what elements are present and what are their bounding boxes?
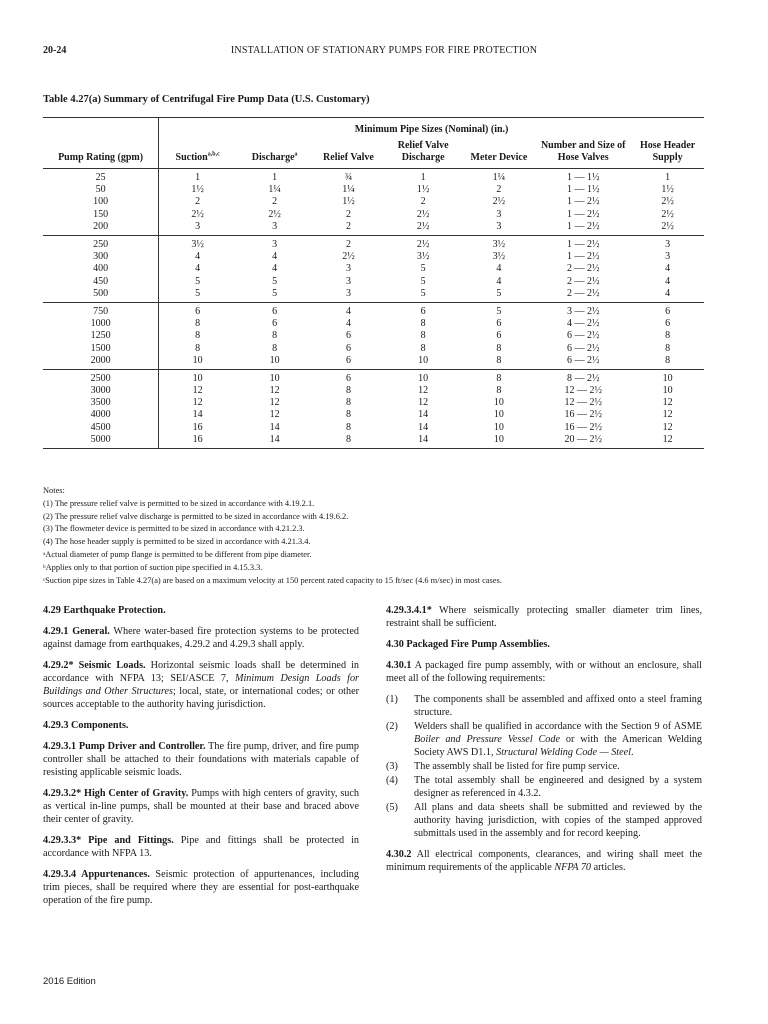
cell-hose-valves: 1 — 1½ [566, 172, 600, 184]
cell-discharge: 2½ [268, 208, 281, 220]
cell-discharge: 3 [272, 239, 278, 251]
cell-rating: 4000 [43, 409, 159, 421]
cell-rating: 150 [43, 209, 159, 221]
col-header-hose-header-supply: Hose Header Supply [631, 140, 704, 169]
note-line: (2) The pressure relief valve discharge is permitted to be sized in accordance with 4.19.6.2. [43, 511, 349, 521]
list-item: (2) Welders shall be qualified in accordance with the Section 9 of ASME Boiler and Pressure Vessel Code or with the American Welding Society AWS D1.1, Structural Welding Code — Steel. [386, 721, 702, 758]
cell-suction: 12 [192, 385, 203, 397]
cell-relief-valve: 4 [345, 305, 351, 317]
cell-discharge: 6 [272, 305, 278, 317]
cell-hose-valves: 1 — 2½ [535, 221, 631, 236]
cell-discharge: 6 [272, 318, 278, 330]
cell-relief-valve: 8 [345, 397, 351, 409]
list-item: (4) The total assembly shall be engineered and designed by a system designer as referenced in 4.3.2. [386, 775, 702, 799]
cell-relief-valve-discharge: 2½ [416, 239, 430, 251]
cell-meter-device: 1¼ [492, 172, 506, 184]
cell-hose-valves: 1 — 1½ [566, 184, 600, 196]
paragraph-4-29-3-3: 4.29.3.3* Pipe and Fittings. Pipe and fittings shall be protected in accordance with NFPA 13. [43, 835, 360, 859]
paragraph-4-30-2: 4.30.2 All electrical components, clearances, and wiring shall meet the minimum requirements of the applicable NFPA 70 articles. [386, 849, 702, 873]
cell-meter-device: 5 [496, 305, 502, 317]
cell-rating: 3500 [43, 397, 159, 409]
cell-hose-header-supply: 8 [665, 342, 671, 354]
cell-rating: 100 [43, 196, 159, 208]
cell-suction: 16 [159, 434, 237, 449]
cell-relief-valve-discharge: 8 [420, 330, 426, 342]
cell-hose-header-supply: 12 [662, 397, 673, 409]
cell-suction: 8 [195, 342, 201, 354]
cell-meter-device: 10 [493, 409, 504, 421]
cell-hose-valves: 20 — 2½ [535, 434, 631, 449]
pump-data-table [43, 117, 704, 449]
cell-hose-header-supply: 12 [662, 421, 673, 433]
cell-relief-valve-discharge: 8 [420, 342, 426, 354]
table-row [43, 342, 704, 354]
list-item: (3) The assembly shall be listed for fire pump service. [386, 761, 620, 772]
cell-hose-valves: 1 — 2½ [566, 208, 600, 220]
cell-discharge: 3 [236, 221, 313, 236]
table-row [43, 184, 704, 196]
note-line: ᵇApplies only to that portion of suction pipe specified in 4.15.3.3. [43, 562, 263, 572]
cell-hose-valves: 3 — 2½ [566, 305, 600, 317]
cell-discharge: 14 [236, 434, 313, 449]
table-caption: Table 4.27(a) Summary of Centrifugal Fire Pump Data (U.S. Customary) [43, 94, 370, 105]
cell-meter-device: 6 [496, 318, 502, 330]
cell-suction: 8 [195, 318, 201, 330]
cell-hose-header-supply: 4 [665, 275, 671, 287]
cell-rating: 2000 [43, 355, 159, 370]
cell-suction: 16 [192, 421, 203, 433]
table-row [43, 409, 704, 421]
cell-relief-valve: 4 [345, 318, 351, 330]
cell-hose-header-supply: 10 [662, 372, 673, 384]
body-column-left [43, 604, 359, 915]
cell-discharge: 4 [272, 251, 278, 263]
cell-hose-header-supply: 1½ [661, 184, 674, 196]
table-row [43, 318, 704, 330]
cell-meter-device: 10 [463, 434, 536, 449]
cell-rating: 1250 [43, 330, 159, 342]
cell-relief-valve-discharge: 8 [420, 318, 426, 330]
cell-discharge: 1¼ [268, 184, 281, 196]
cell-rating: 2500 [43, 369, 159, 385]
col-header-meter-device: Meter Device [463, 140, 536, 169]
cell-hose-header-supply: 1 [665, 172, 671, 184]
table-row [43, 196, 704, 208]
cell-suction: 8 [195, 330, 201, 342]
cell-relief-valve: 8 [345, 385, 351, 397]
cell-hose-header-supply: 6 [665, 318, 671, 330]
cell-relief-valve-discharge: 2½ [416, 208, 430, 220]
cell-relief-valve-discharge: 3½ [416, 251, 430, 263]
cell-relief-valve-discharge: 10 [384, 355, 463, 370]
table-row [43, 276, 704, 288]
cell-hose-header-supply: 2½ [661, 196, 674, 208]
table-row [43, 169, 704, 185]
cell-hose-valves: 6 — 2½ [566, 330, 600, 342]
cell-relief-valve-discharge: 1½ [416, 184, 430, 196]
note-line: (4) The hose header supply is permitted to be sized in accordance with 4.21.3.4. [43, 537, 311, 547]
cell-suction: 14 [192, 409, 203, 421]
table-row [43, 397, 704, 409]
section-heading-4-30: 4.30 Packaged Fire Pump Assemblies. [386, 639, 550, 650]
cell-relief-valve: 3 [345, 275, 351, 287]
cell-hose-header-supply: 8 [631, 355, 704, 370]
cell-discharge: 12 [269, 409, 280, 421]
cell-meter-device: 10 [493, 421, 504, 433]
cell-hose-header-supply: 3 [665, 239, 671, 251]
col-header-rating: Pump Rating (gpm) [43, 140, 159, 169]
running-title: INSTALLATION OF STATIONARY PUMPS FOR FIRE PROTECTION [230, 45, 538, 56]
cell-meter-device: 5 [463, 288, 536, 303]
cell-hose-valves: 2 — 2½ [566, 263, 600, 275]
cell-hose-header-supply: 2½ [631, 221, 704, 236]
col-header-relief-valve: Relief Valve [313, 140, 384, 169]
cell-hose-valves: 2 — 2½ [566, 275, 600, 287]
cell-rating: 400 [43, 263, 159, 275]
cell-relief-valve: 8 [313, 434, 384, 449]
paragraph-4-30-1: 4.30.1 A packaged fire pump assembly, with or without an enclosure, shall meet all of the following requirements: [386, 660, 702, 684]
paragraph-4-29-2: 4.29.2* Seismic Loads. Horizontal seismic loads shall be determined in accordance with NFPA 13; SEI/ASCE 7, Minimum Design Loads for Buildings and Other Structures; local, state, or international codes; or other sources acceptable to the authority having jurisdiction. [43, 660, 359, 710]
cell-relief-valve: 6 [345, 330, 351, 342]
cell-hose-header-supply: 8 [665, 330, 671, 342]
page-number: 20-24 [43, 45, 67, 56]
cell-discharge: 8 [272, 330, 278, 342]
cell-rating: 500 [43, 288, 159, 303]
cell-relief-valve-discharge: 14 [384, 434, 463, 449]
cell-relief-valve-discharge: 12 [418, 397, 429, 409]
cell-relief-valve: 3 [345, 263, 351, 275]
cell-suction: 10 [192, 372, 203, 384]
table-row [43, 302, 704, 318]
cell-relief-valve: ¾ [344, 172, 353, 184]
table-row [43, 221, 704, 236]
note-line: (1) The pressure relief valve is permitted to be sized in accordance with 4.19.2.1. [43, 498, 315, 508]
body-column-right [386, 604, 702, 882]
cell-hose-valves: 6 — 2½ [566, 342, 600, 354]
paragraph-4-29-3-2: 4.29.3.2* High Center of Gravity. Pumps with high centers of gravity, such as vertical in-line pumps, shall be mounted at their base and braced above their center of gravity. [43, 788, 360, 825]
cell-suction: 5 [195, 275, 201, 287]
cell-rating: 750 [43, 302, 159, 318]
table-row [43, 434, 704, 449]
cell-suction: 2½ [191, 208, 204, 220]
cell-hose-valves: 1 — 2½ [566, 239, 600, 251]
cell-rating: 200 [43, 221, 159, 236]
cell-suction: 3 [159, 221, 237, 236]
cell-relief-valve: 1¼ [342, 184, 355, 196]
paragraph-4-29-3-4: 4.29.3.4 Appurtenances. Seismic protection of appurtenances, including trim pieces, shall be required where they are essential for post-earthquake operation of the fire pump. [43, 869, 359, 906]
cell-relief-valve-discharge: 14 [418, 409, 429, 421]
col-header-relief-valve-discharge: Relief Valve Discharge [384, 140, 463, 169]
cell-suction: 4 [195, 263, 201, 275]
note-line: Notes: [43, 486, 65, 495]
cell-hose-header-supply: 4 [631, 288, 704, 303]
list-item: (5) All plans and data sheets shall be submitted and reviewed by the authority having jurisdiction, with copies of the stamped approved submittals used in the assembly and for record keeping. [386, 802, 702, 839]
cell-relief-valve-discharge: 14 [418, 421, 429, 433]
cell-rating: 3000 [43, 385, 159, 397]
col-header-discharge: Discharge$^a$ [236, 140, 313, 169]
section-heading-4-29: 4.29 Earthquake Protection. [43, 605, 166, 616]
cell-meter-device: 2 [496, 184, 502, 196]
table-row [43, 235, 704, 251]
cell-discharge: 8 [272, 342, 278, 354]
cell-relief-valve: 2 [345, 208, 351, 220]
cell-hose-header-supply: 3 [665, 251, 671, 263]
table-row [43, 422, 704, 434]
table-row [43, 288, 704, 303]
cell-discharge: 2 [272, 196, 278, 208]
cell-hose-valves: 4 — 2½ [566, 318, 600, 330]
cell-meter-device: 2½ [492, 196, 506, 208]
cell-meter-device: 3 [463, 221, 536, 236]
cell-relief-valve: 3 [313, 288, 384, 303]
cell-suction: 4 [195, 251, 201, 263]
cell-relief-valve-discharge: 1 [420, 172, 426, 184]
cell-relief-valve: 2½ [342, 251, 355, 263]
cell-hose-valves: 6 — 2½ [535, 355, 631, 370]
cell-hose-valves: 12 — 2½ [564, 385, 602, 397]
paragraph-4-29-1: 4.29.1 General. Where water-based fire protection systems to be protected against damage from earthquakes, 4.29.2 and 4.29.3 shall apply. [43, 626, 359, 650]
cell-discharge: 14 [269, 421, 280, 433]
paragraph-4-29-3-1: 4.29.3.1 Pump Driver and Controller. The fire pump, driver, and fire pump controller shall be attached to their foundations with materials capable of resisting applicable seismic loads. [43, 741, 359, 778]
cell-suction: 10 [159, 355, 237, 370]
table-row [43, 385, 704, 397]
cell-hose-valves: 8 — 2½ [566, 372, 600, 384]
cell-relief-valve-discharge: 5 [420, 263, 426, 275]
cell-discharge: 4 [272, 263, 278, 275]
cell-rating: 25 [43, 169, 159, 185]
cell-rating: 450 [43, 276, 159, 288]
cell-relief-valve-discharge: 12 [418, 385, 429, 397]
cell-relief-valve-discharge: 5 [420, 275, 426, 287]
cell-rating: 5000 [43, 434, 159, 449]
cell-meter-device: 4 [496, 263, 502, 275]
edition-label: 2016 Edition [43, 976, 96, 987]
cell-relief-valve-discharge: 5 [384, 288, 463, 303]
paragraph-4-29-3-4-1: 4.29.3.4.1* Where seismically protecting smaller diameter trim lines, restraint shall be sufficient. [386, 605, 702, 629]
cell-meter-device: 8 [496, 342, 502, 354]
cell-suction: 1 [195, 172, 201, 184]
cell-suction: 6 [195, 305, 201, 317]
cell-relief-valve: 1½ [342, 196, 355, 208]
cell-rating: 300 [43, 251, 159, 263]
cell-relief-valve-discharge: 2½ [384, 221, 463, 236]
cell-hose-valves: 16 — 2½ [564, 409, 602, 421]
cell-relief-valve: 8 [345, 409, 351, 421]
cell-rating: 4500 [43, 422, 159, 434]
group-header-pipe-sizes: Minimum Pipe Sizes (Nominal) (in.) [159, 118, 704, 141]
cell-discharge: 12 [269, 385, 280, 397]
cell-suction: 3½ [191, 239, 204, 251]
cell-relief-valve: 6 [345, 342, 351, 354]
table-row [43, 369, 704, 385]
table-row [43, 209, 704, 221]
cell-meter-device: 3 [496, 208, 502, 220]
cell-hose-header-supply: 2½ [661, 208, 674, 220]
cell-suction: 2 [195, 196, 201, 208]
cell-discharge: 12 [269, 397, 280, 409]
cell-rating: 50 [43, 184, 159, 196]
col-header-hose-valves: Number and Size of Hose Valves [535, 140, 631, 169]
cell-hose-valves: 12 — 2½ [564, 397, 602, 409]
cell-relief-valve-discharge: 10 [418, 372, 429, 384]
cell-hose-valves: 1 — 2½ [566, 251, 600, 263]
cell-rating: 1500 [43, 342, 159, 354]
table-column-header-row [43, 140, 704, 169]
cell-rating: 1000 [43, 318, 159, 330]
cell-hose-header-supply: 12 [662, 409, 673, 421]
cell-relief-valve: 8 [345, 421, 351, 433]
cell-meter-device: 10 [493, 397, 504, 409]
cell-relief-valve-discharge: 6 [420, 305, 426, 317]
cell-discharge: 5 [236, 288, 313, 303]
cell-meter-device: 8 [496, 385, 502, 397]
cell-relief-valve: 2 [313, 221, 384, 236]
list-item: (1) The components shall be assembled and affixed onto a steel framing structure. [386, 694, 702, 718]
cell-hose-valves: 1 — 2½ [566, 196, 600, 208]
table-notes [43, 485, 743, 587]
cell-meter-device: 3½ [492, 239, 506, 251]
cell-rating: 250 [43, 235, 159, 251]
cell-hose-header-supply: 12 [631, 434, 704, 449]
cell-suction: 1½ [191, 184, 204, 196]
note-line: ᵃActual diameter of pump flange is permitted to be different from pipe diameter. [43, 549, 312, 559]
cell-meter-device: 3½ [492, 251, 506, 263]
cell-meter-device: 8 [496, 372, 502, 384]
requirements-list [386, 693, 702, 840]
cell-meter-device: 4 [496, 275, 502, 287]
cell-hose-header-supply: 10 [662, 385, 673, 397]
cell-suction: 12 [192, 397, 203, 409]
cell-relief-valve: 6 [345, 372, 351, 384]
note-line: (3) The flowmeter device is permitted to be sized in accordance with 4.21.2.3. [43, 524, 305, 534]
note-line: ᶜSuction pipe sizes in Table 4.27(a) are based on a maximum velocity at 150 percent rated capacity to 15 ft/sec (4.6 m/sec) in most cases. [43, 575, 502, 585]
cell-discharge: 1 [272, 172, 278, 184]
cell-meter-device: 6 [496, 330, 502, 342]
cell-hose-header-supply: 6 [665, 305, 671, 317]
cell-hose-valves: 16 — 2½ [564, 421, 602, 433]
table-row [43, 330, 704, 342]
cell-hose-header-supply: 4 [665, 263, 671, 275]
cell-discharge: 10 [269, 372, 280, 384]
table-row [43, 355, 704, 370]
cell-hose-valves: 2 — 2½ [535, 288, 631, 303]
cell-discharge: 10 [236, 355, 313, 370]
cell-suction: 5 [159, 288, 237, 303]
cell-relief-valve: 2 [345, 239, 351, 251]
col-header-suction: Suction$^{a,b,c}$ [159, 140, 237, 169]
table-row [43, 251, 704, 263]
cell-relief-valve-discharge: 2 [420, 196, 426, 208]
table-row [43, 263, 704, 275]
table-group-header-row [43, 118, 704, 141]
table-body [43, 169, 704, 449]
section-heading-4-29-3: 4.29.3 Components. [43, 720, 129, 731]
cell-discharge: 5 [272, 275, 278, 287]
cell-meter-device: 8 [463, 355, 536, 370]
cell-relief-valve: 6 [313, 355, 384, 370]
